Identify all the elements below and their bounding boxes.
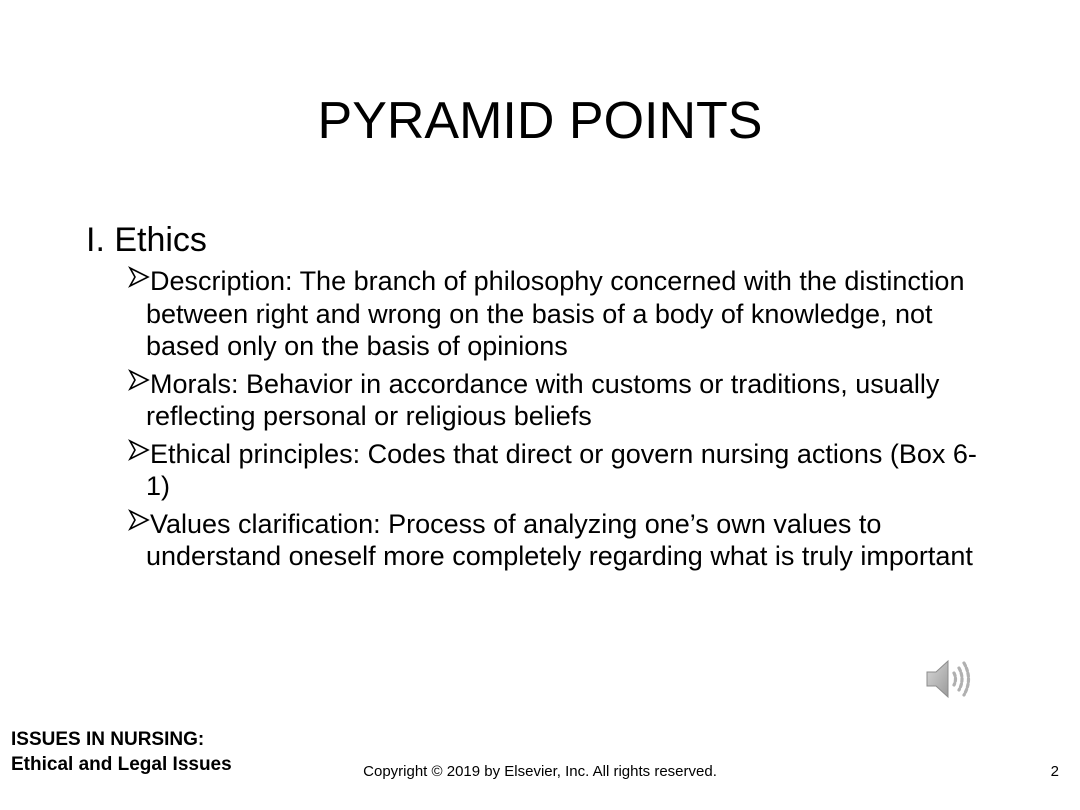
list-item [86, 508, 986, 573]
section-heading: I. Ethics [86, 221, 207, 259]
arrowhead-bullet-icon [128, 509, 150, 531]
bullet-text: Morals: Behavior in accordance with customs or traditions, usually reflecting personal or religious beliefs [146, 368, 940, 431]
bullet-text: Description: The branch of philosophy concerned with the distinction between right and wrong on the basis of a body of knowledge, not based only on the basis of opinions [146, 266, 965, 361]
arrowhead-bullet-icon [128, 369, 150, 391]
copyright-notice: Copyright © 2019 by Elsevier, Inc. All rights reserved. [363, 763, 717, 780]
course-title-line1: ISSUES IN NURSING: [11, 729, 205, 750]
list-item [86, 368, 986, 433]
speaker-icon[interactable] [924, 656, 974, 702]
list-item [86, 438, 986, 503]
bullet-text: Values clarification: Process of analyzing one’s own values to understand oneself more completely regarding what is truly important [146, 508, 973, 571]
arrowhead-bullet-icon [128, 266, 150, 288]
arrowhead-bullet-icon [128, 439, 150, 461]
course-title-line2: Ethical and Legal Issues [11, 754, 232, 775]
slide-title: PYRAMID POINTS [317, 92, 763, 150]
bullet-list [86, 265, 986, 573]
bullet-text: Ethical principles: Codes that direct or govern nursing actions (Box 6-1) [146, 438, 977, 501]
list-item [86, 265, 986, 363]
page-number: 2 [1050, 763, 1059, 780]
slide-content [86, 219, 986, 578]
